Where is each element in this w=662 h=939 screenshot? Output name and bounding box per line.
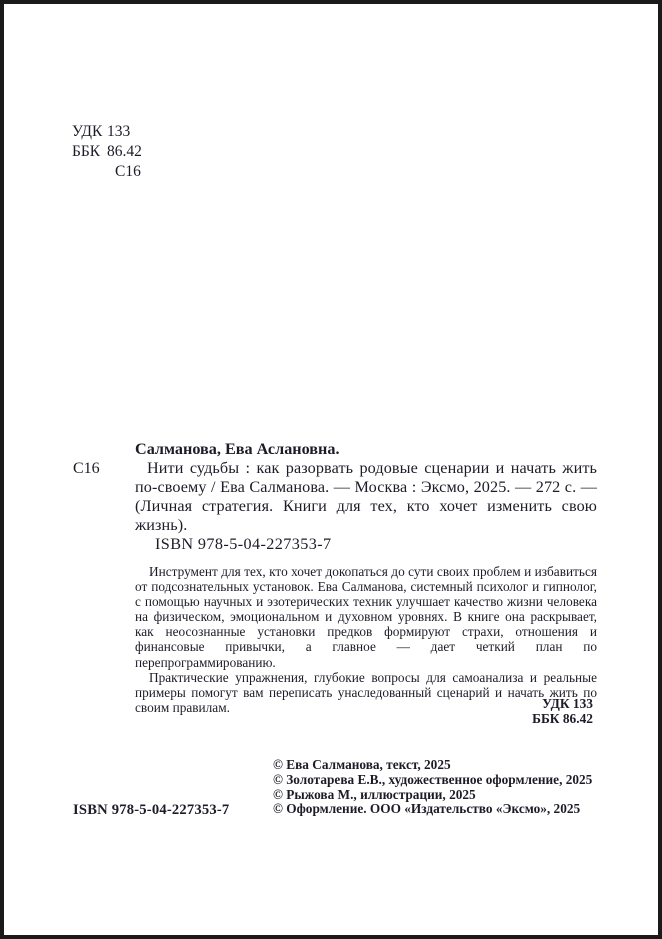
copyright-line-design: © Золотарева Е.В., художественное оформление, 2025 [273,771,593,787]
copyright-line-illustrations: © Рыжова М., иллюстрации, 2025 [273,786,476,802]
author-sign: С16 [115,163,141,180]
copyright-block [273,758,592,817]
udk-value: 133 [107,123,131,140]
bbk-line [72,142,142,162]
annotation-block [135,564,597,715]
isbn-bottom: ISBN 978-5-04-227353-7 [73,802,230,818]
catalog-author-sign: С16 [73,460,100,477]
classification-codes-bottom [532,697,593,726]
copyright-line-text: © Ева Салманова, текст, 2025 [273,757,451,772]
bibliographic-description: Нити судьбы : как разорвать родовые сценарии и начать жить по-своему / Ева Салманова. — Москва : Эксмо, 2025. — 272 с. — (Личная стратегия. Книги для тех, кто хочет изменить свою жизнь). [135,459,597,534]
classification-codes-top [72,122,142,182]
bbk-code-bottom: ББК 86.42 [532,710,593,726]
isbn-catalog: ISBN 978-5-04-227353-7 [155,535,332,553]
catalog-card [135,440,597,535]
annotation-paragraph-2: Практические упражнения, глубокие вопросы для самоанализа и реальные примеры помогут вам переписать унаследованный сценарий и начать жить по своим правилам. [135,669,597,715]
udk-code-bottom: УДК 133 [542,696,593,711]
author-heading: Салманова, Ева Аслановна. [135,440,340,458]
bbk-label: ББК [72,143,101,160]
udk-line [72,122,142,142]
author-sign-line [72,162,142,182]
annotation-paragraph-1: Инструмент для тех, кто хочет докопаться до сути своих проблем и избавиться от подсознательных установок. Ева Салманова, системный психолог и гипнолог, с помощью научных и эзотерических техник улучшает качество жизни человека на физическом, эмоциональном и духовном уровнях. В книге она раскрывает, как неосознанные установки предков формируют страхи, отношения и финансовые привычки, а главное — дает четкий план по перепрограммированию. [135,564,597,670]
bbk-value: 86.42 [107,143,142,160]
copyright-line-publisher: © Оформление. ООО «Издательство «Эксмо», 2025 [273,801,581,817]
udk-label: УДК [72,123,103,140]
